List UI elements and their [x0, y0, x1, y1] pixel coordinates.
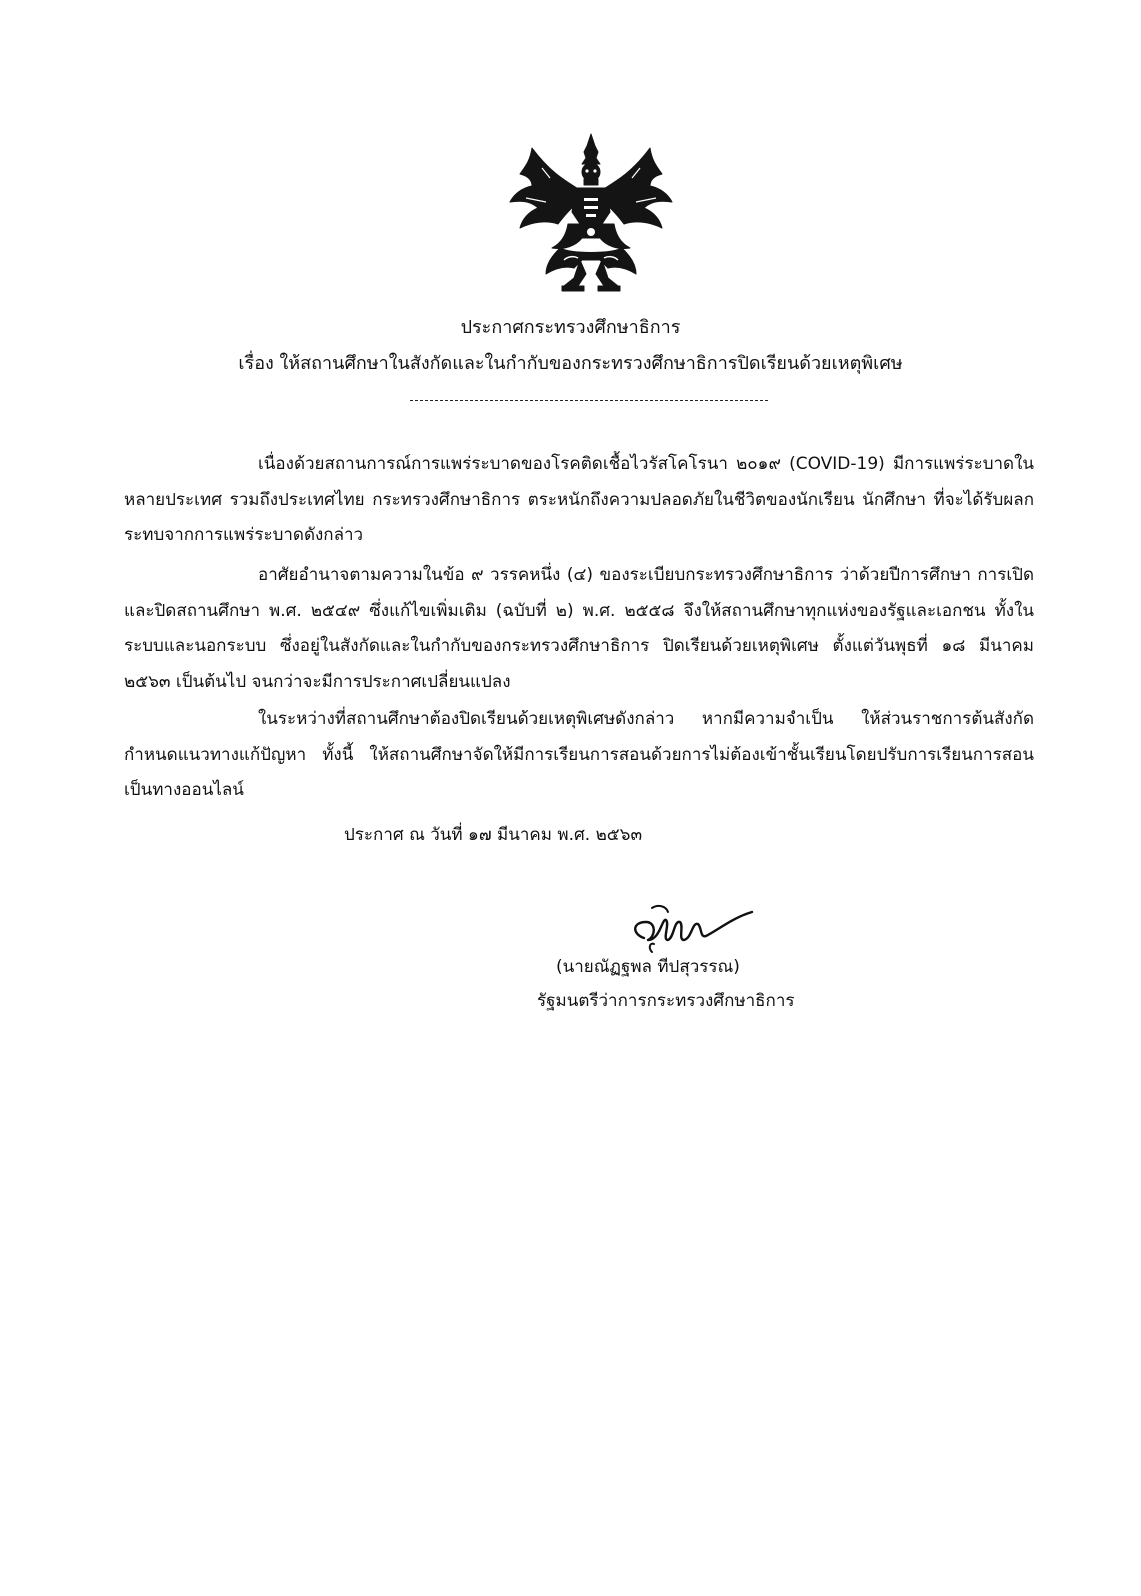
handwritten-signature — [622, 896, 762, 960]
paragraph-2: อาศัยอำนาจตามความในข้อ ๙ วรรคหนึ่ง (๔) ของระเบียบกระทรวงศึกษาธิการ ว่าด้วยปีการศึกษา การเปิดและปิดสถานศึกษา พ.ศ. ๒๕๔๙ ซึ่งแก้ไขเพิ่มเติม (ฉบับที่ ๒) พ.ศ. ๒๕๕๘ จึงให้สถานศึกษาทุกแห่งของรัฐและเอกชน ทั้งในระบบและนอกระบบ ซึ่งอยู่ในสังกัดและในกำกับของกระทรวงศึกษาธิการ ปิดเรียนด้วยเหตุพิเศษ ตั้งแต่วันพุธที่ ๑๘ มีนาคม ๒๕๖๓ เป็นต้นไป จนกว่าจะมีการประกาศเปลี่ยนแปลง — [124, 565, 1034, 692]
announcement-date: ประกาศ ณ วันที่ ๑๗ มีนาคม พ.ศ. ๒๕๖๓ — [344, 825, 643, 845]
garuda-emblem-icon — [502, 128, 680, 296]
paragraph-1: เนื่องด้วยสถานการณ์การแพร่ระบาดของโรคติดเชื้อไวรัสโคโรนา ๒๐๑๙ (COVID-19) มีการแพร่ระบาดในหลายประเทศ รวมถึงประเทศไทย กระทรวงศึกษาธิการ ตระหนักถึงความปลอดภัยในชีวิตของนักเรียน นักศึกษา ที่จะได้รับผลกระทบจากการแพร่ระบาดดังกล่าว — [124, 454, 1034, 545]
separator-line — [410, 400, 768, 401]
signer-name: (นายณัฏฐพล ทีปสุวรรณ) — [556, 957, 740, 977]
announcement-subject: เรื่อง ให้สถานศึกษาในสังกัดและในกำกับของกระทรวงศึกษาธิการปิดเรียนด้วยเหตุพิเศษ — [238, 353, 903, 374]
paragraph-3: ในระหว่างที่สถานศึกษาต้องปิดเรียนด้วยเหตุพิเศษดังกล่าว หากมีความจำเป็น ให้ส่วนราชการต้นสังกัดกำหนดแนวทางแก้ปัญหา ทั้งนี้ ให้สถานศึกษาจัดให้มีการเรียนการสอนด้วยการไม่ต้องเข้าชั้นเรียนโดยปรับการเรียนการสอนเป็นทางออนไลน์ — [124, 709, 1034, 800]
announcement-title: ประกาศกระทรวงศึกษาธิการ — [460, 317, 681, 338]
signer-position: รัฐมนตรีว่าการกระทรวงศึกษาธิการ — [537, 991, 795, 1011]
